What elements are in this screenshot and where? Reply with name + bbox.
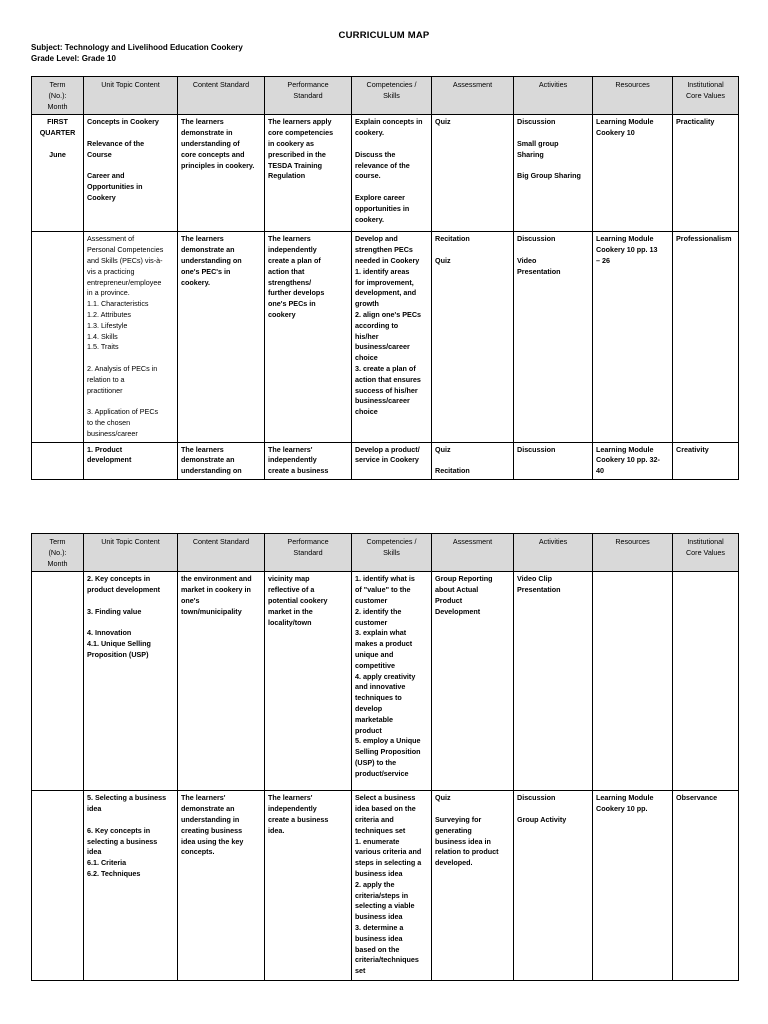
performance-standard-cell: The learners' independently create a business <box>265 442 352 479</box>
core-values-cell: Professionalism <box>673 232 739 442</box>
header-competencies: Competencies / Skills <box>352 77 432 115</box>
resources-cell: Learning Module Cookery 10 pp. <box>593 791 673 981</box>
activities-cell: Discussion Small group Sharing Big Group Sharing <box>514 115 593 232</box>
page-title: CURRICULUM MAP <box>338 30 430 41</box>
term-cell <box>32 791 84 981</box>
resources-cell: Learning Module Cookery 10 pp. 13 – 26 <box>593 232 673 442</box>
competencies-cell: Develop and strengthen PECs needed in Cookery 1. identify areas for improvement, development, and growth 2. align one's PECs according to his/her business/career choice 3. create a plan of action that ensures success of his/her business/career choice <box>352 232 432 442</box>
curriculum-table-1 <box>31 76 739 480</box>
performance-standard-cell: The learners apply core competencies in cookery as prescribed in the TESDA Training Regulation <box>265 115 352 232</box>
activities-cell: Discussion <box>514 442 593 479</box>
header-term: Term (No.): Month <box>32 534 84 572</box>
header-core-values: Institutional Core Values <box>673 534 739 572</box>
header-content-standard: Content Standard <box>178 77 265 115</box>
table-row <box>32 572 739 791</box>
header-resources: Resources <box>593 77 673 115</box>
performance-standard-cell: The learners' independently create a business idea. <box>265 791 352 981</box>
resources-cell: Learning Module Cookery 10 pp. 32- 40 <box>593 442 673 479</box>
term-cell: FIRST QUARTER June <box>32 115 84 232</box>
assessment-cell: Group Reporting about Actual Product Development <box>432 572 514 791</box>
competencies-cell: 1. identify what is of "value" to the customer 2. identify the customer 3. explain what makes a product unique and competitive 4. apply creativity and innovative techniques to develop marketable product 5. employ a Unique Selling Proposition (USP) to the product/service <box>352 572 432 791</box>
assessment-cell: Quiz <box>432 115 514 232</box>
core-values-cell: Observance <box>673 791 739 981</box>
grade-level-label: Grade Level: Grade 10 <box>31 54 116 63</box>
core-values-cell <box>673 572 739 791</box>
topic-cell: Assessment of Personal Competencies and Skills (PECs) vis-à- vis a practicing entrepreneur/employee in a province. 1.1. Characteristics 1.2. Attributes 1.3. Lifestyle 1.4. Skills 1.5. Traits 2. Analysis of PECs in relation to a practitioner 3. Application of PECs to the chosen business/career <box>84 232 178 442</box>
table-row <box>32 442 739 479</box>
term-cell <box>32 572 84 791</box>
content-standard-cell: The learners demonstrate in understanding of core concepts and principles in cookery. <box>178 115 265 232</box>
curriculum-table-2 <box>31 533 739 981</box>
activities-cell: Video Clip Presentation <box>514 572 593 791</box>
topic-cell: Concepts in Cookery Relevance of the Course Career and Opportunities in Cookery <box>84 115 178 232</box>
competencies-cell: Develop a product/ service in Cookery <box>352 442 432 479</box>
assessment-cell: Quiz Recitation <box>432 442 514 479</box>
table-row <box>32 791 739 981</box>
topic-cell: 2. Key concepts in product development 3. Finding value 4. Innovation 4.1. Unique Selling Proposition (USP) <box>84 572 178 791</box>
subject-label: Subject: Technology and Livelihood Education Cookery <box>31 43 243 52</box>
table-header-row <box>32 77 739 115</box>
header-core-values: Institutional Core Values <box>673 77 739 115</box>
resources-cell: Learning Module Cookery 10 <box>593 115 673 232</box>
topic-cell: 1. Product development <box>84 442 178 479</box>
header-assessment: Assessment <box>432 77 514 115</box>
table-header-row <box>32 534 739 572</box>
header-activities: Activities <box>514 77 593 115</box>
header-unit-topic: Unit Topic Content <box>84 534 178 572</box>
activities-cell: Discussion Group Activity <box>514 791 593 981</box>
content-standard-cell: the environment and market in cookery in one's town/municipality <box>178 572 265 791</box>
core-values-cell: Creativity <box>673 442 739 479</box>
core-values-cell: Practicality <box>673 115 739 232</box>
header-resources: Resources <box>593 534 673 572</box>
assessment-cell: Recitation Quiz <box>432 232 514 442</box>
competencies-cell: Select a business idea based on the criteria and techniques set 1. enumerate various criteria and steps in selecting a business idea 2. apply the criteria/steps in selecting a viable business idea 3. determine a business idea based on the criteria/techniques set <box>352 791 432 981</box>
header-performance-standard: Performance Standard <box>265 77 352 115</box>
header-assessment: Assessment <box>432 534 514 572</box>
competencies-cell: Explain concepts in cookery. Discuss the relevance of the course. Explore career opportunities in cookery. <box>352 115 432 232</box>
activities-cell: Discussion Video Presentation <box>514 232 593 442</box>
header-activities: Activities <box>514 534 593 572</box>
resources-cell <box>593 572 673 791</box>
content-standard-cell: The learners demonstrate an understanding on one's PEC's in cookery. <box>178 232 265 442</box>
header-content-standard: Content Standard <box>178 534 265 572</box>
table-row <box>32 115 739 232</box>
table-row <box>32 232 739 442</box>
header-term: Term (No.): Month <box>32 77 84 115</box>
content-standard-cell: The learners demonstrate an understanding on <box>178 442 265 479</box>
header-performance-standard: Performance Standard <box>265 534 352 572</box>
assessment-cell: Quiz Surveying for generating business idea in relation to product developed. <box>432 791 514 981</box>
content-standard-cell: The learners' demonstrate an understanding in creating business idea using the key concepts. <box>178 791 265 981</box>
performance-standard-cell: vicinity map reflective of a potential cookery market in the locality/town <box>265 572 352 791</box>
header-competencies: Competencies / Skills <box>352 534 432 572</box>
term-cell <box>32 442 84 479</box>
performance-standard-cell: The learners independently create a plan of action that strengthens/ further develops one's PECs in cookery <box>265 232 352 442</box>
term-cell <box>32 232 84 442</box>
topic-cell: 5. Selecting a business idea 6. Key concepts in selecting a business idea 6.1. Criteria 6.2. Techniques <box>84 791 178 981</box>
header-unit-topic: Unit Topic Content <box>84 77 178 115</box>
